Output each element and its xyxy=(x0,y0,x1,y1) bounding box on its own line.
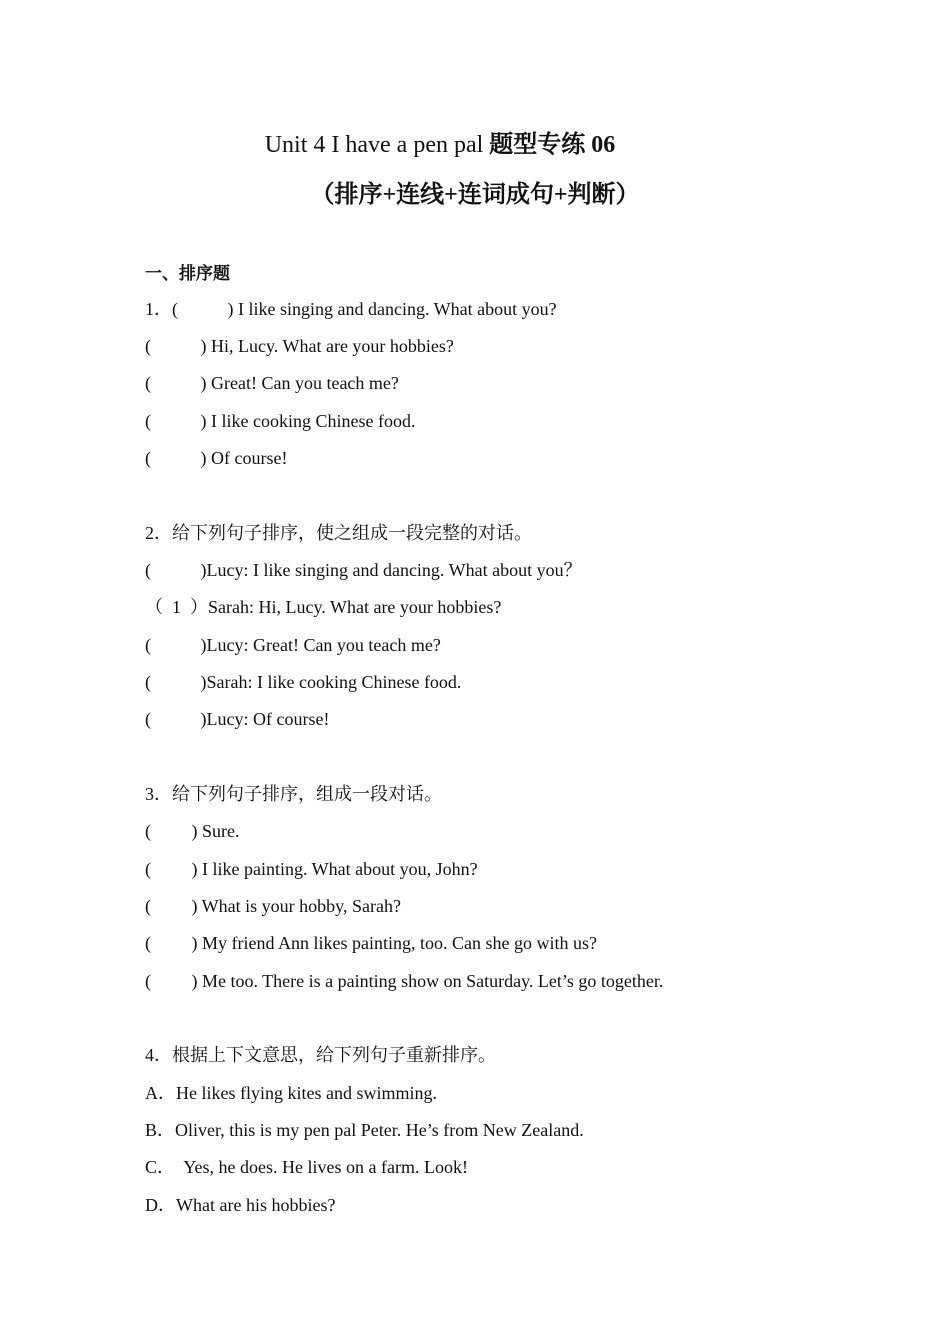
q2-line-2: （ 1 ）Sarah: Hi, Lucy. What are your hobbies? xyxy=(145,597,502,617)
q2-line-5: ( )Lucy: Of course! xyxy=(145,709,330,729)
q1-line-5: ( ) Of course! xyxy=(145,448,288,468)
q3-line-2: ( ) I like painting. What about you, John? xyxy=(145,859,478,879)
q2-line-4: ( )Sarah: I like cooking Chinese food. xyxy=(145,672,462,692)
q4-option-d: D．What are his hobbies? xyxy=(145,1195,336,1215)
q3-line-3: ( ) What is your hobby, Sarah? xyxy=(145,896,401,916)
q1-line-3: ( ) Great! Can you teach me? xyxy=(145,373,399,393)
q4-option-c: C． Yes, he does. He lives on a farm. Look! xyxy=(145,1157,468,1177)
q4-prompt: 4．根据上下文意思，给下列句子重新排序。 xyxy=(145,1045,496,1065)
title-bold-text: 题型专练 06 xyxy=(489,132,616,158)
q3-line-5: ( ) Me too. There is a painting show on Saturday. Let’s go together. xyxy=(145,971,664,991)
section-heading: 一、排序题 xyxy=(145,264,230,283)
title-text: Unit 4 I have a pen pal xyxy=(264,132,490,158)
q2-line-3: ( )Lucy: Great! Can you teach me? xyxy=(145,635,441,655)
q3-prompt: 3．给下列句子排序，组成一段对话。 xyxy=(145,784,442,804)
page-title xyxy=(0,124,915,159)
q3-line-1: ( ) Sure. xyxy=(145,821,240,841)
q1-line-4: ( ) I like cooking Chinese food. xyxy=(145,411,416,431)
q4-option-b: B．Oliver, this is my pen pal Peter. He’s from New Zealand. xyxy=(145,1120,584,1140)
q1-line-1: 1．( ) I like singing and dancing. What about you? xyxy=(145,299,557,319)
q2-prompt: 2．给下列句子排序，使之组成一段完整的对话。 xyxy=(145,523,532,543)
q2-line-1: ( )Lucy: I like singing and dancing. What about you？ xyxy=(145,560,582,580)
q1-line-2: ( ) Hi, Lucy. What are your hobbies? xyxy=(145,336,454,356)
page-subtitle: （排序+连线+连词成句+判断） xyxy=(310,182,640,208)
q4-option-a: A．He likes flying kites and swimming. xyxy=(145,1083,437,1103)
q3-line-4: ( ) My friend Ann likes painting, too. Can she go with us? xyxy=(145,933,597,953)
